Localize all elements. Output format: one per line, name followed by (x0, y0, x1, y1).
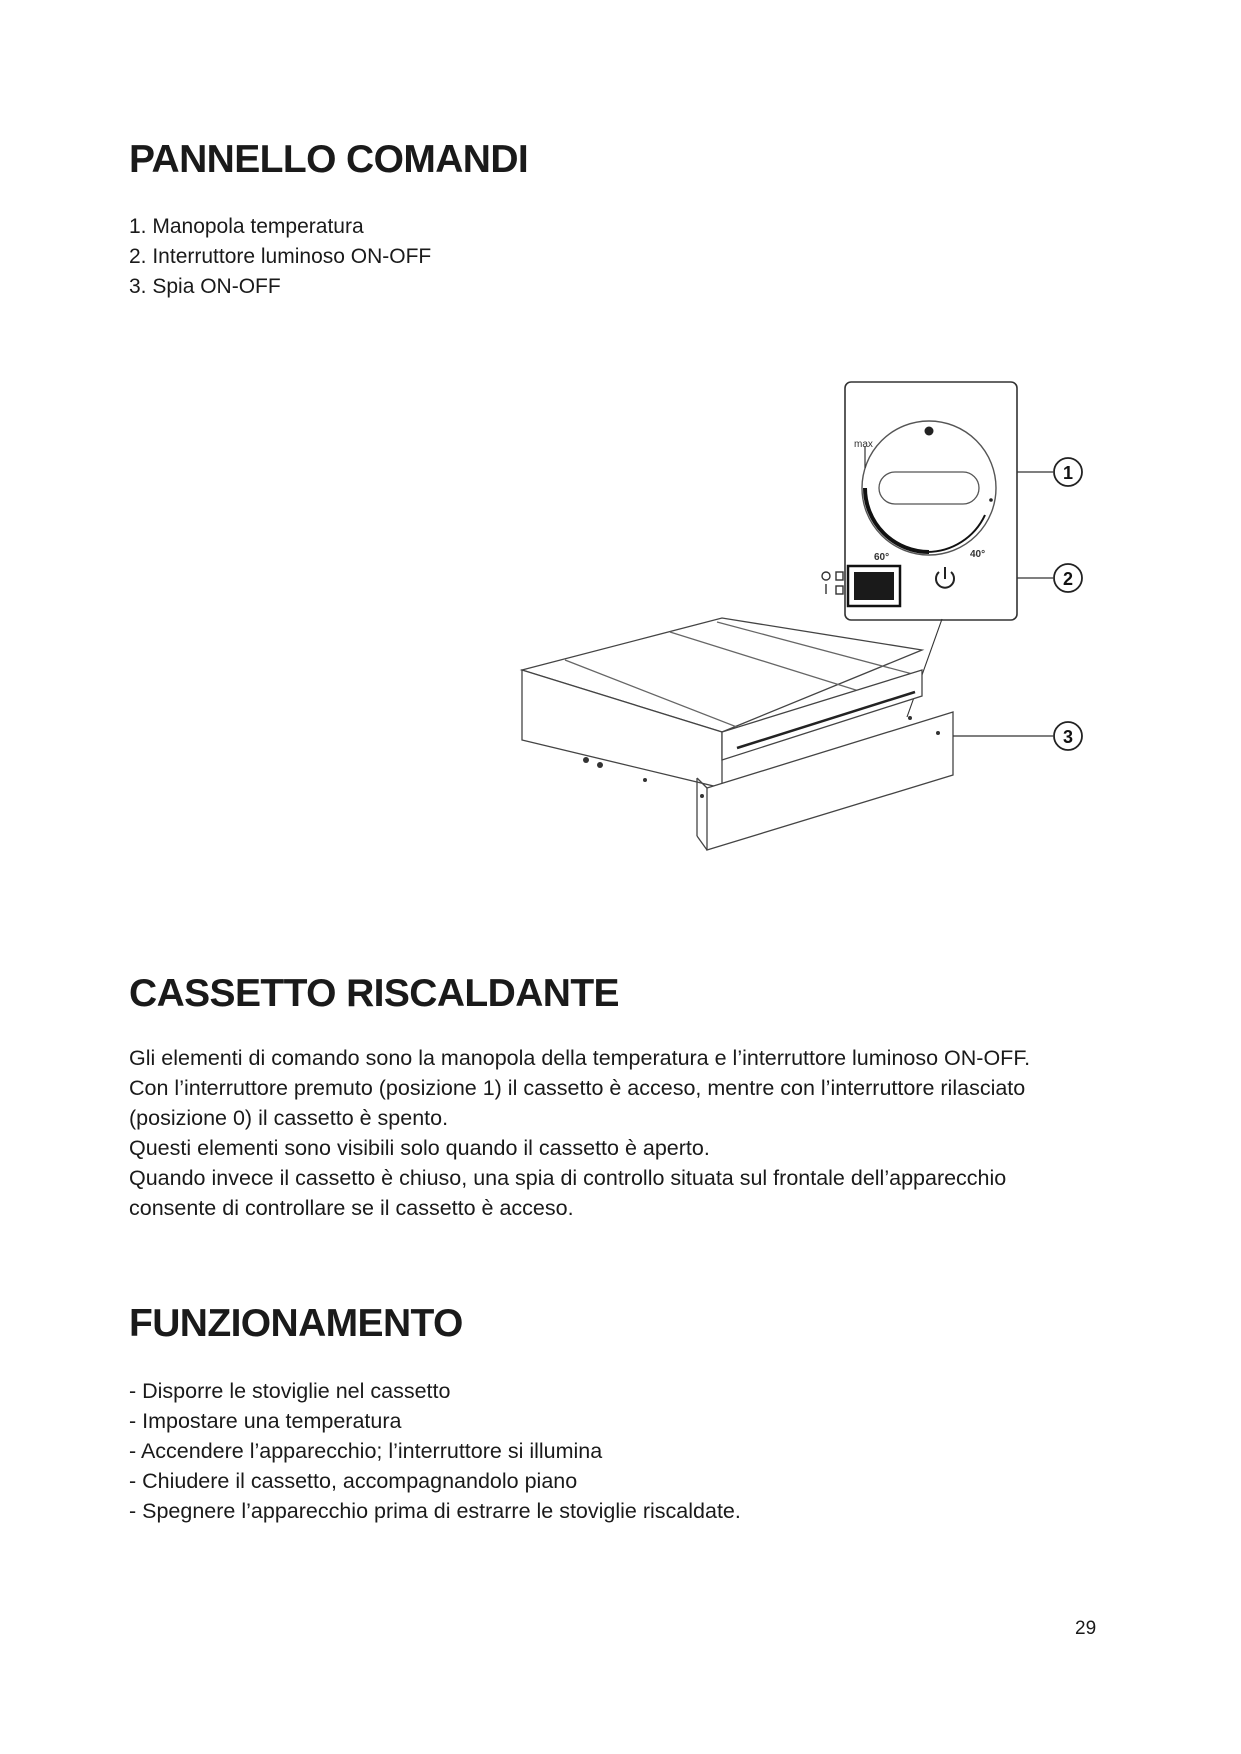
section-title-funzionamento: FUNZIONAMENTO (129, 1302, 463, 1345)
warming-drawer-illustration (522, 618, 953, 850)
svg-text:3: 3 (1062, 727, 1074, 747)
step-item: - Chiudere il cassetto, accompagnandolo piano (129, 1469, 578, 1493)
step-item: - Spegnere l’apparecchio prima di estrarre le stoviglie riscaldate. (129, 1499, 741, 1523)
section-title-cassetto-riscaldante: CASSETTO RISCALDANTE (129, 972, 619, 1015)
control-panel-legend (129, 212, 431, 302)
legend-item: 2. Interruttore luminoso ON-OFF (129, 245, 432, 268)
paragraph-line: Questi elementi sono visibili solo quando il cassetto è aperto. (129, 1136, 710, 1160)
temperature-dial-icon (862, 421, 996, 555)
legend-item: 3. Spia ON-OFF (129, 275, 281, 298)
paragraph-line: Gli elementi di comando sono la manopola della temperatura e l’interruttore luminoso ON-OFF. (129, 1046, 1031, 1070)
step-item: - Accendere l’apparecchio; l’interruttore si illumina (129, 1439, 603, 1463)
step-item: - Impostare una temperatura (129, 1409, 402, 1433)
paragraph-line: (posizione 0) il cassetto è spento. (129, 1106, 449, 1130)
cassetto-description (129, 1043, 1030, 1223)
legend-item: 1. Manopola temperatura (129, 215, 364, 238)
paragraph-line: consente di controllare se il cassetto è acceso. (129, 1196, 574, 1220)
section-title-pannello-comandi: PANNELLO COMANDI (129, 138, 529, 181)
paragraph-line: Con l’interruttore premuto (posizione 1) il cassetto è acceso, mentre con l’interruttore rilasciato (129, 1076, 1026, 1100)
dial-label-max: max (854, 439, 873, 450)
indicator-lamp-icon (936, 731, 940, 735)
switch-position-icon (822, 572, 843, 594)
step-item: - Disporre le stoviglie nel cassetto (129, 1379, 451, 1403)
funzionamento-steps (129, 1376, 741, 1526)
control-panel-figure (475, 340, 1205, 880)
svg-text:2: 2 (1062, 569, 1074, 589)
dial-label-40: 40° (970, 549, 986, 560)
paragraph-line: Quando invece il cassetto è chiuso, una spia di controllo situata sul frontale dell’apparecchio (129, 1166, 1007, 1190)
dial-label-60: 60° (874, 552, 890, 563)
svg-text:1: 1 (1062, 463, 1074, 483)
page-number: 29 (1075, 1618, 1097, 1639)
